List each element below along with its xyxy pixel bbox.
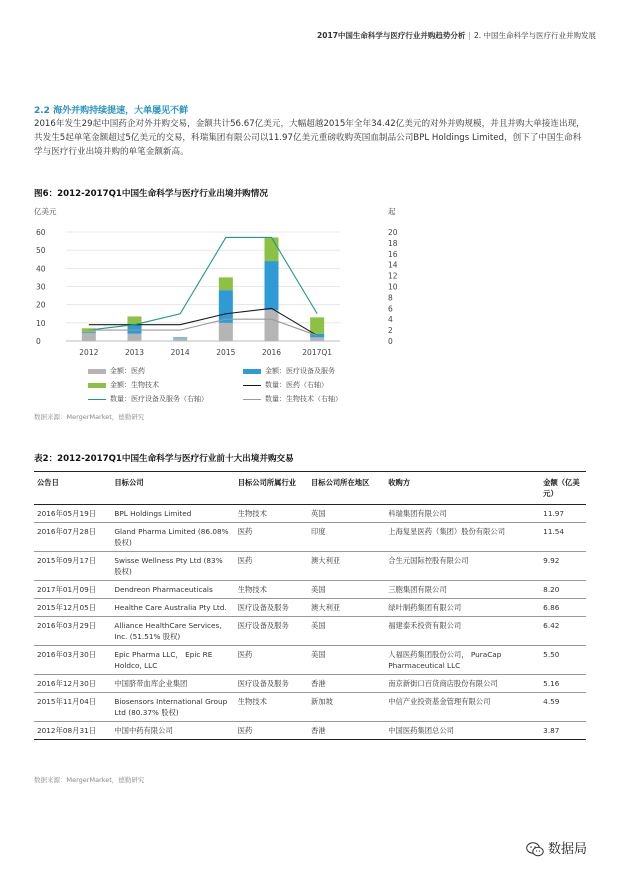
x-tick-label: 2016 (261, 348, 282, 357)
table-cell: 医疗设备及服务 (235, 617, 308, 646)
table-cell: 4.59 (540, 693, 586, 722)
table-cell: 澳大利亚 (308, 552, 385, 581)
table-cell: 美国 (308, 581, 385, 599)
y-tick-label: 60 (36, 228, 46, 237)
table-cell: 医疗设备及服务 (235, 599, 308, 617)
bar-segment (82, 333, 96, 341)
table-header-row (34, 472, 586, 505)
bar-segment (219, 290, 233, 323)
table-row (34, 617, 586, 646)
table-cell: 2016年12月30日 (34, 675, 111, 693)
table-cell: 医疗设备及服务 (235, 675, 308, 693)
y2-tick-label: 14 (388, 260, 398, 270)
watermark-logo (526, 838, 587, 857)
table-cell: 2015年09月17日 (34, 552, 111, 581)
table-cell: 中信产业投资基金管理有限公司 (385, 693, 540, 722)
table-cell: Alliance HealthCare Services, Inc. (51.51% 股权) (111, 617, 234, 646)
table-cell: 人福医药集团股份公司， PuraCap Pharmaceutical LLC (385, 646, 540, 675)
table-cell: 6.86 (540, 599, 586, 617)
report-title: 2017中国生命科学与医疗行业并购趋势分析 (317, 31, 466, 40)
table-cell: 新加坡 (308, 693, 385, 722)
legend-label: 数量：生物技术（右轴） (265, 395, 342, 403)
legend-item (243, 380, 328, 390)
table-cell: 香港 (308, 675, 385, 693)
outbound-ma-chart (28, 200, 408, 365)
y-tick-label: 20 (36, 300, 46, 310)
y2-tick-label: 10 (388, 282, 398, 292)
table-cell: 科瑞集团有限公司 (385, 505, 540, 523)
y-tick-label: 0 (36, 337, 41, 346)
table-cell: 2016年03月30日 (34, 646, 111, 675)
y-tick-label: 50 (36, 246, 46, 256)
legend-item (88, 394, 208, 404)
y-tick-label: 40 (36, 264, 46, 274)
section-title: 2.2 海外并购持续提速，大单屡见不鲜 (34, 106, 189, 116)
col-header: 目标公司所属行业 (235, 472, 308, 505)
legend-line (243, 385, 261, 386)
series-line (89, 319, 317, 335)
table-cell: Healthe Care Australia Pty Ltd. (111, 599, 234, 617)
x-tick-label: 2014 (170, 348, 190, 357)
table-cell: 8.20 (540, 581, 586, 599)
logo-text: 数据局 (548, 842, 588, 857)
table-row (34, 581, 586, 599)
y-tick-label: 10 (36, 318, 46, 328)
table-cell: Epic Pharma LLC， Epic RE Holdco, LLC (111, 646, 234, 675)
bar-segment (128, 325, 142, 334)
table-cell: 2016年05月19日 (34, 505, 111, 523)
table-cell: Dendreon Pharmaceuticals (111, 581, 234, 599)
table-cell: 3.87 (540, 722, 586, 740)
bar-segment (128, 334, 142, 341)
table-cell: 福建泰禾投资有限公司 (385, 617, 540, 646)
table-row (34, 675, 586, 693)
table-cell: 5.16 (540, 675, 586, 693)
bar-segment (219, 277, 233, 290)
bar-segment (173, 337, 187, 338)
y2-tick-label: 4 (388, 315, 393, 325)
series-line (89, 308, 317, 335)
x-tick-label: 2012 (79, 348, 99, 357)
table-cell: 中国医药集团总公司 (385, 722, 540, 740)
table-cell: 澳大利亚 (308, 599, 385, 617)
legend-line (88, 399, 106, 400)
table-cell: Swisse Wellness Pty Ltd (83% 股权) (111, 552, 234, 581)
table-cell: 2017年01月09日 (34, 581, 111, 599)
legend-swatch (243, 369, 261, 374)
y2-axis-unit: 起 (388, 207, 396, 216)
bar-segment (310, 317, 324, 333)
page-header (317, 30, 596, 41)
table-cell: 11.97 (540, 505, 586, 523)
bar-segment (265, 237, 279, 261)
table-row (34, 722, 586, 740)
y2-tick-label: 20 (388, 228, 398, 237)
table-title: 表2：2012-2017Q1中国生命科学与医疗行业前十大出境并购交易 (34, 454, 294, 464)
legend-item (243, 366, 335, 376)
legend-item (88, 366, 145, 376)
y2-tick-label: 18 (388, 238, 398, 248)
table-cell: 三胞集团有限公司 (385, 581, 540, 599)
table-cell: 生物技术 (235, 505, 308, 523)
bar-segment (310, 337, 324, 341)
col-header: 目标公司所在地区 (308, 472, 385, 505)
x-tick-label: 2017Q1 (302, 348, 333, 357)
y2-tick-label: 8 (388, 293, 393, 303)
wechat-icon (526, 842, 544, 857)
table-cell: 医药 (235, 722, 308, 740)
table-cell: 合生元国际控股有限公司 (385, 552, 540, 581)
y2-tick-label: 2 (388, 326, 393, 336)
legend-item (243, 394, 342, 404)
intro-paragraph: 2016年发生29起中国药企对外并购交易，金额共计56.67亿美元，大幅超越2015年全年34.42亿美元的对外并购规模，并且并购大单接连出现，共发生5起单笔金额超过5亿美元的交易，科瑞集团有限公司以11.97亿美元重磅收购英国血制品公司BPL Holdings Limited，创下了中国生命科学与医疗行业出境并购的单笔金额新高。 (34, 119, 585, 157)
bar-segment (219, 323, 233, 341)
table-row (34, 552, 586, 581)
y2-tick-label: 16 (388, 249, 398, 259)
legend-label: 数量：医疗设备及服务（右轴） (110, 395, 208, 403)
figure-title: 图6：2012-2017Q1中国生命科学与医疗行业出境并购情况 (34, 189, 268, 199)
table-cell: Gland Pharma Limited (86.08% 股权) (111, 523, 234, 552)
x-tick-label: 2013 (124, 348, 145, 357)
table-cell: 香港 (308, 722, 385, 740)
y2-tick-label: 12 (388, 271, 398, 281)
table-cell: Biosensors International Group Ltd (80.37% 股权) (111, 693, 234, 722)
table-cell: 6.42 (540, 617, 586, 646)
legend-label: 金额：医疗设备及服务 (265, 367, 335, 375)
series-line (89, 237, 317, 330)
legend-line (243, 399, 261, 400)
table-cell: 2012年08月31日 (34, 722, 111, 740)
header-separator: | (468, 31, 471, 40)
table-row (34, 523, 586, 552)
table-cell: 9.92 (540, 552, 586, 581)
table-cell: 2015年11月04日 (34, 693, 111, 722)
table-cell: 5.50 (540, 646, 586, 675)
table-cell: 绿叶制药集团有限公司 (385, 599, 540, 617)
top-deals-table (34, 471, 586, 740)
legend-swatch (88, 369, 106, 374)
table-cell: 医药 (235, 523, 308, 552)
table-cell: 2016年03月29日 (34, 617, 111, 646)
bar-segment (265, 310, 279, 341)
header-section: 2. 中国生命科学与医疗行业并购发展 (473, 31, 596, 40)
table-cell: 医药 (235, 646, 308, 675)
table-cell: 中国脐带血库企业集团 (111, 675, 234, 693)
bar-segment (82, 332, 96, 333)
legend-label: 金额：医药 (110, 367, 145, 375)
table-cell: 美国 (308, 646, 385, 675)
table-row (34, 599, 586, 617)
y2-tick-label: 6 (388, 304, 393, 314)
table-cell: 南京新街口百货商店股份有限公司 (385, 675, 540, 693)
table-cell: 中国中药有限公司 (111, 722, 234, 740)
table-source: 数据来源：MergerMarket，德勤研究 (34, 776, 145, 784)
col-header: 公告日 (34, 472, 111, 505)
table-cell: 上海复星医药（集团）股份有限公司 (385, 523, 540, 552)
table-cell: 医药 (235, 552, 308, 581)
y2-tick-label: 0 (388, 337, 393, 346)
table-cell: 生物技术 (235, 581, 308, 599)
table-cell: 印度 (308, 523, 385, 552)
y-axis-unit: 亿美元 (34, 207, 57, 216)
legend-label: 金额：生物技术 (110, 381, 159, 389)
table-cell: 英国 (308, 505, 385, 523)
table-cell: BPL Holdings Limited (111, 505, 234, 523)
y-tick-label: 30 (36, 282, 46, 292)
col-header: 目标公司 (111, 472, 234, 505)
table-cell: 11.54 (540, 523, 586, 552)
legend-item (88, 380, 159, 390)
table-row (34, 646, 586, 675)
table-row (34, 693, 586, 722)
legend-label: 数量：医药（右轴） (265, 381, 328, 389)
figure-source: 数据来源：MergerMarket，德勤研究 (34, 413, 145, 421)
table-cell: 生物技术 (235, 693, 308, 722)
table-cell: 2016年07月28日 (34, 523, 111, 552)
legend-swatch (88, 383, 106, 388)
table-cell: 美国 (308, 617, 385, 646)
bar-segment (173, 338, 187, 341)
col-header: 收购方 (385, 472, 540, 505)
x-tick-label: 2015 (216, 348, 236, 357)
bar-segment (265, 261, 279, 310)
col-header: 金额（亿美元） (540, 472, 586, 505)
table-cell: 2015年12月05日 (34, 599, 111, 617)
table-row (34, 505, 586, 523)
